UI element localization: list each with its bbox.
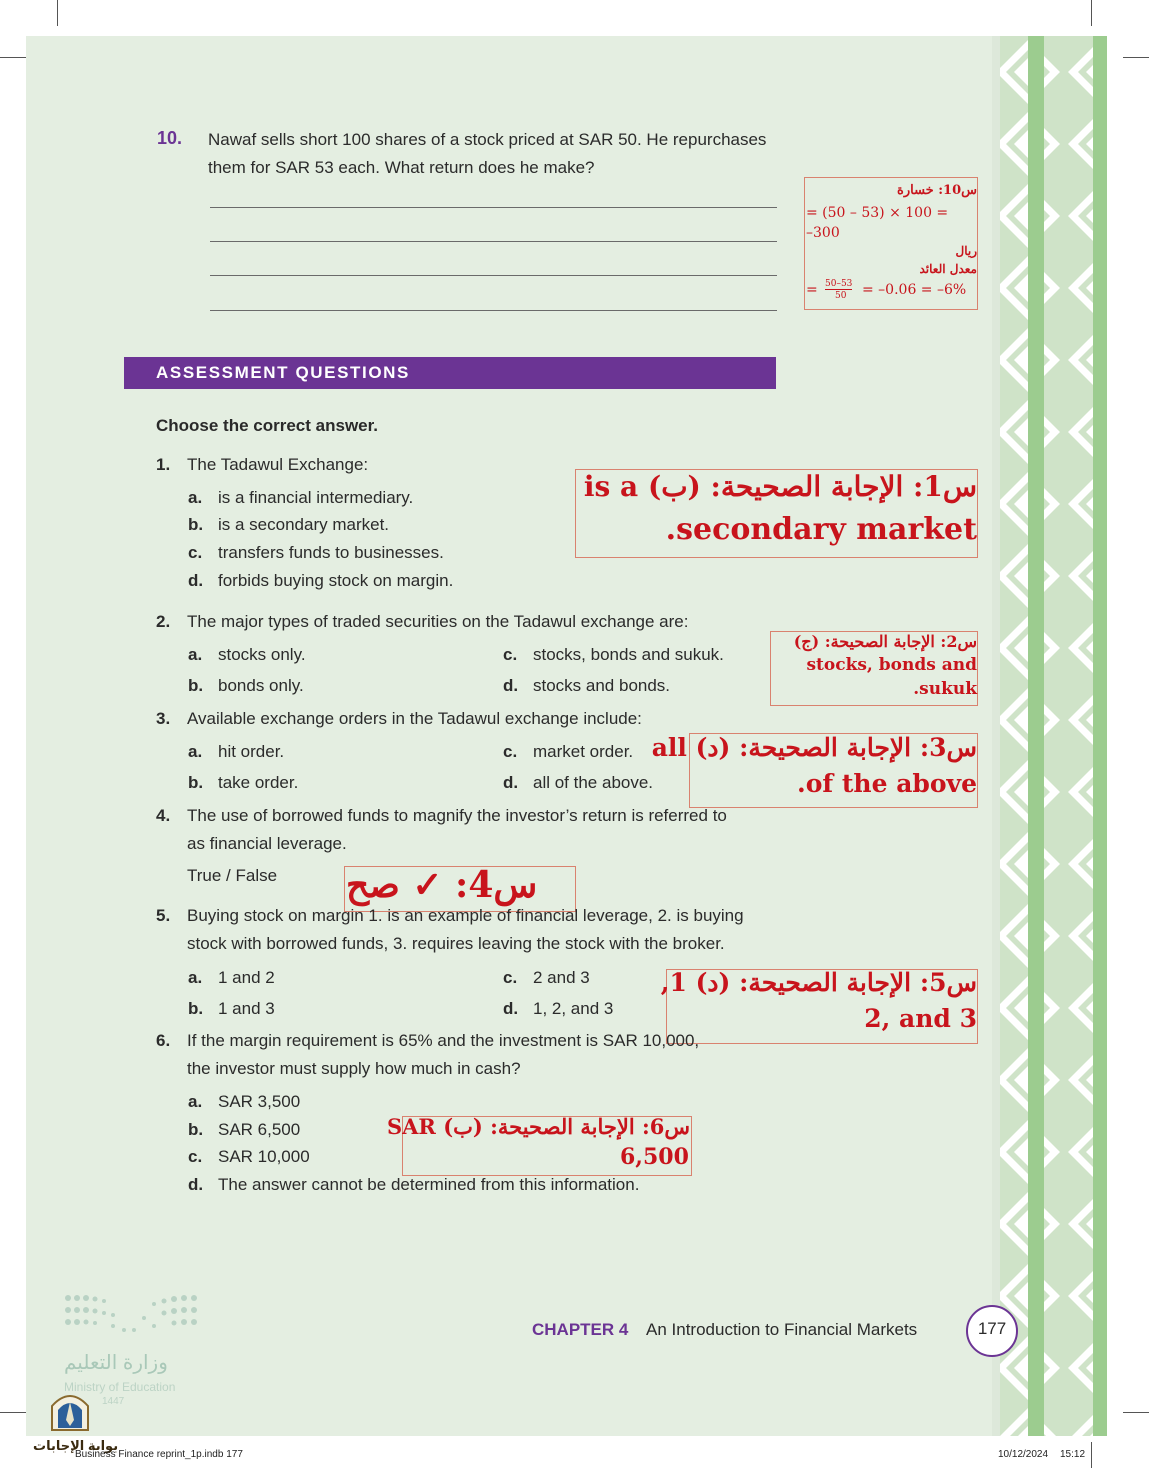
question-4-text-line1: The use of borrowed funds to magnify the investor’s return is referred to xyxy=(187,806,727,825)
option-letter: b. xyxy=(188,773,204,792)
page-number: 177 xyxy=(977,1319,1007,1338)
question-6-option-b xyxy=(188,1120,300,1140)
crop-mark xyxy=(1091,1442,1092,1468)
option-letter: a. xyxy=(188,488,203,507)
diamond-pattern xyxy=(992,36,1118,1436)
answer-q1-line1: س1: الإجابة الصحيحة: (ب) is a xyxy=(583,470,977,503)
print-time: 15:12 xyxy=(1060,1449,1086,1460)
question-6-option-d xyxy=(188,1175,639,1195)
question-4-number: 4. xyxy=(156,806,171,825)
option-text: bonds only. xyxy=(218,676,304,695)
option-text: transfers funds to businesses. xyxy=(218,543,444,562)
question-1-option-c xyxy=(188,543,444,563)
option-letter: a. xyxy=(188,1092,203,1111)
answer-q2-line2: stocks, bonds and xyxy=(806,655,977,675)
question-5-number: 5. xyxy=(156,906,171,925)
answer-q10-line4: ريال xyxy=(955,244,977,258)
crop-mark xyxy=(57,0,58,26)
answer-q6-line2: 6,500 xyxy=(620,1144,689,1170)
question-1-option-d xyxy=(188,571,453,591)
answer-q3-line1: س3: الإجابة الصحيحة: (د) all xyxy=(651,733,977,762)
answer-q10-fraction-den: 50 xyxy=(835,291,847,301)
answer-q1-line2: .secondary market xyxy=(665,512,977,547)
option-text: stocks and bonds. xyxy=(533,676,671,695)
question-6-text-line1: If the margin requirement is 65% and the investment is SAR 10,000, xyxy=(187,1031,700,1050)
option-letter: c. xyxy=(503,968,518,987)
crop-mark xyxy=(0,1412,26,1413)
answer-q10-line1: س10: خسارة xyxy=(897,183,977,198)
ministry-name-english: Ministry of Education xyxy=(64,1380,176,1394)
answer-q10-line3: –300 xyxy=(806,225,840,241)
question-5-option-b xyxy=(188,999,275,1019)
assessment-banner xyxy=(124,357,776,389)
answer-q5-line1: س5: الإجابة الصحيحة: (د) 1, xyxy=(660,968,977,997)
option-letter: c. xyxy=(503,645,518,664)
option-letter: b. xyxy=(188,676,204,695)
question-10-text-line2: them for SAR 53 each. What return does he make? xyxy=(208,158,595,177)
crop-mark xyxy=(1123,57,1149,58)
chapter-title: An Introduction to Financial Markets xyxy=(646,1320,918,1339)
question-1-option-a xyxy=(188,488,413,508)
question-5-text-line2: stock with borrowed funds, 3. requires leaving the stock with the broker. xyxy=(187,934,725,953)
answer-q2-line3: .sukuk xyxy=(913,679,977,699)
question-1-text: The Tadawul Exchange: xyxy=(187,455,369,474)
option-text: hit order. xyxy=(218,742,285,761)
answer-q10-fraction-num: 50–53 xyxy=(825,279,853,289)
question-3-option-d xyxy=(503,773,653,793)
question-6-option-c xyxy=(188,1147,310,1167)
question-5-text-line1: Buying stock on margin 1. is an example of financial leverage, 2. is buying xyxy=(187,906,744,925)
question-5-option-d xyxy=(503,999,613,1019)
option-letter: a. xyxy=(188,645,203,664)
assessment-banner-title: ASSESSMENT QUESTIONS xyxy=(156,363,410,382)
option-text: SAR 10,000 xyxy=(218,1147,310,1166)
option-text: 2 and 3 xyxy=(533,968,590,987)
option-text: take order. xyxy=(218,773,299,792)
decorative-side-stripe xyxy=(992,36,1118,1436)
option-text: 1 and 2 xyxy=(218,968,275,987)
option-letter: d. xyxy=(503,676,519,695)
print-file-slug: Business Finance reprint_1p.indb 177 xyxy=(75,1449,243,1460)
option-letter: b. xyxy=(188,1120,204,1139)
question-1-option-b xyxy=(188,515,389,535)
option-letter: b. xyxy=(188,999,204,1018)
option-text: forbids buying stock on margin. xyxy=(218,571,454,590)
question-3-option-a xyxy=(188,742,284,762)
answer-line xyxy=(210,310,777,311)
option-letter: d. xyxy=(503,773,519,792)
question-6-option-a xyxy=(188,1092,300,1112)
option-text: SAR 3,500 xyxy=(218,1092,301,1111)
answer-q5-line2: 2, and 3 xyxy=(864,1004,977,1033)
question-4-text-line2: as financial leverage. xyxy=(187,834,347,853)
option-letter: a. xyxy=(188,968,203,987)
option-text: 1 and 3 xyxy=(218,999,275,1018)
crop-mark xyxy=(1123,1412,1149,1413)
ministry-logo-dots-icon xyxy=(62,1290,202,1338)
question-2-option-c xyxy=(503,645,724,665)
print-date: 10/12/2024 xyxy=(998,1449,1049,1460)
question-3-option-c xyxy=(503,742,633,762)
option-letter: c. xyxy=(188,543,203,562)
question-6-number: 6. xyxy=(156,1031,171,1050)
option-text: is a secondary market. xyxy=(218,515,390,534)
option-letter: d. xyxy=(188,1175,204,1194)
answer-q2-line1: س2: الإجابة الصحيحة: (ج) xyxy=(793,632,977,651)
answer-q10-line6-eq: = xyxy=(806,282,818,298)
answer-q4: س4: ✓ صح xyxy=(346,864,538,906)
instruction-text: Choose the correct answer. xyxy=(156,416,379,435)
option-text: stocks only. xyxy=(218,645,306,664)
answer-q3-line2: .of the above xyxy=(797,769,977,798)
question-3-text: Available exchange orders in the Tadawul exchange include: xyxy=(187,709,642,728)
question-3-option-b xyxy=(188,773,298,793)
option-text: is a financial intermediary. xyxy=(218,488,414,507)
option-text: SAR 6,500 xyxy=(218,1120,301,1139)
option-text: market order. xyxy=(533,742,634,761)
option-text: The answer cannot be determined from this information. xyxy=(218,1175,640,1194)
question-1-number: 1. xyxy=(156,455,171,474)
question-3-number: 3. xyxy=(156,709,171,728)
option-letter: d. xyxy=(188,571,204,590)
question-5-option-c xyxy=(503,968,590,988)
option-letter: c. xyxy=(188,1147,203,1166)
option-text: 1, 2, and 3 xyxy=(533,999,614,1018)
ministry-name-arabic: وزارة التعليم xyxy=(64,1352,168,1374)
answer-line xyxy=(210,207,777,208)
question-4-true-false: True / False xyxy=(187,866,278,885)
answer-q6-line1: س6: الإجابة الصحيحة: (ب) SAR xyxy=(386,1114,690,1139)
question-2-option-b xyxy=(188,676,304,696)
answer-q10-line5: معدل العائد xyxy=(919,262,977,276)
answer-line xyxy=(210,241,777,242)
option-text: all of the above. xyxy=(533,773,654,792)
answer-q10-line2: = (50 – 53) × 100 = xyxy=(806,205,949,221)
question-10-number: 10. xyxy=(157,128,183,148)
crop-mark xyxy=(0,57,26,58)
option-letter: a. xyxy=(188,742,203,761)
question-2-text: The major types of traded securities on the Tadawul exchange are: xyxy=(187,612,689,631)
question-2-option-a xyxy=(188,645,306,665)
option-text: stocks, bonds and sukuk. xyxy=(533,645,724,664)
ministry-year: 1447 xyxy=(102,1396,125,1407)
chapter-label: CHAPTER 4 xyxy=(532,1320,629,1339)
option-letter: c. xyxy=(503,742,518,761)
crop-mark xyxy=(1091,0,1092,26)
question-2-option-d xyxy=(503,676,670,696)
option-letter: d. xyxy=(503,999,519,1018)
answer-q10-line6: = –0.06 = –6% xyxy=(862,282,967,298)
option-letter: b. xyxy=(188,515,204,534)
question-10-text-line1: Nawaf sells short 100 shares of a stock priced at SAR 50. He repurchases xyxy=(208,130,767,149)
site-logo-icon xyxy=(48,1390,92,1432)
site-name: بوابة الإجابات xyxy=(33,1438,119,1453)
question-5-option-a xyxy=(188,968,275,988)
question-6-text-line2: the investor must supply how much in cash? xyxy=(187,1059,521,1078)
answer-line xyxy=(210,275,777,276)
question-2-number: 2. xyxy=(156,612,171,631)
